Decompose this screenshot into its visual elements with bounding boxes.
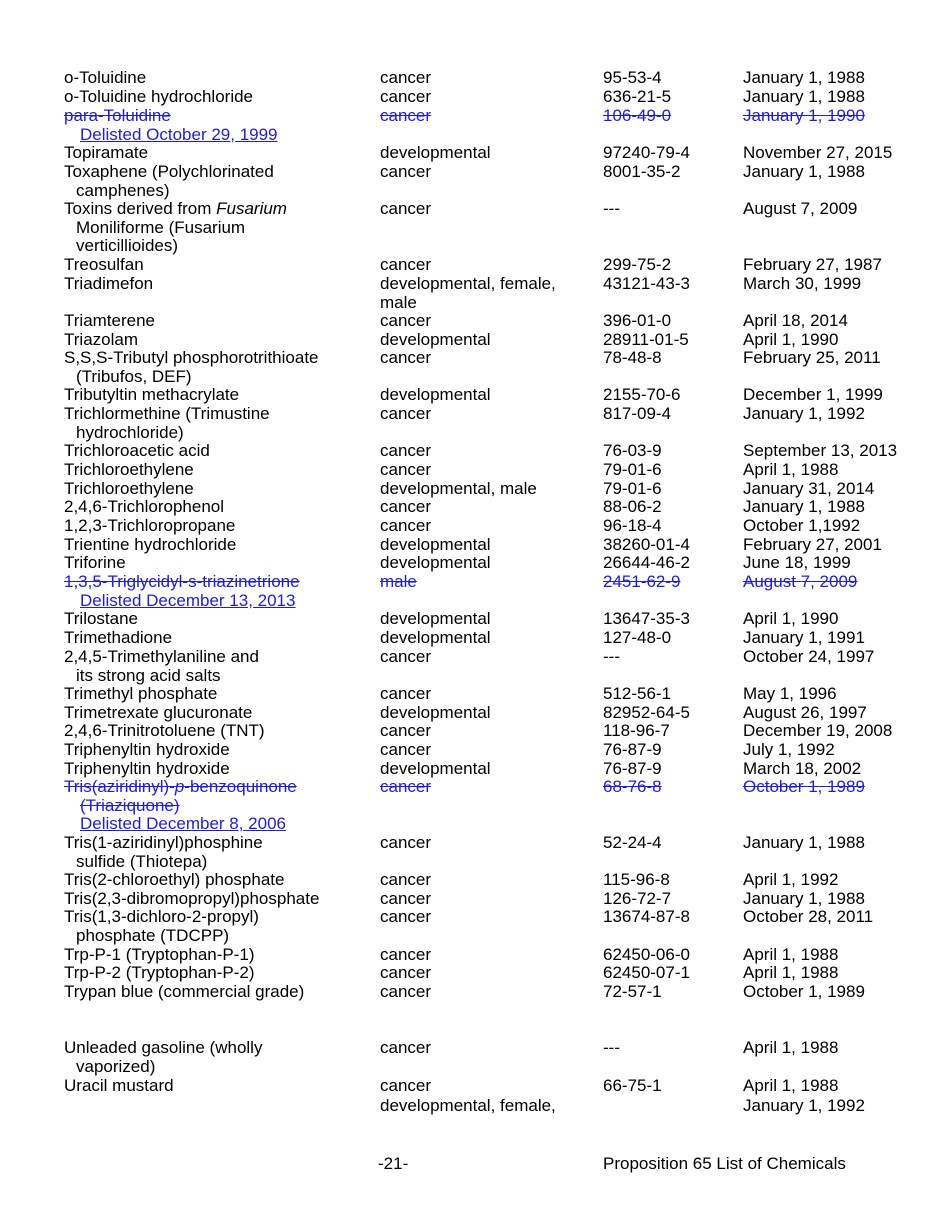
toxicity-type: cancer (380, 516, 432, 535)
date-listed: December 19, 2008 (743, 721, 893, 740)
toxicity-type: cancer (380, 199, 432, 218)
toxicity-type: cancer (380, 311, 432, 330)
cas-number: 817-09-4 (603, 404, 672, 423)
date-listed: January 1, 1990 (743, 106, 865, 125)
toxicity-type: cancer (380, 870, 432, 889)
chemical-name: Uracil mustard (64, 1076, 174, 1095)
cas-number: 115-96-8 (603, 870, 670, 889)
cas-number: 76-87-9 (603, 759, 662, 778)
cas-number: 26644-46-2 (603, 553, 690, 572)
toxicity-type: cancer (380, 441, 432, 460)
chemical-name: 2,4,5-Trimethylaniline and its strong acid salts (64, 647, 259, 685)
date-listed: February 27, 1987 (743, 255, 882, 274)
chemical-name: 2,4,6-Trinitrotoluene (TNT) (64, 721, 265, 740)
cas-number: 396-01-0 (603, 311, 672, 330)
chemical-name: Tris(aziridinyl)-p-benzoquinone (Triaziquone) (64, 777, 297, 815)
cas-number: 88-06-2 (603, 497, 662, 516)
date-listed: October 1, 1989 (743, 777, 865, 796)
date-listed: March 30, 1999 (743, 274, 862, 293)
chemical-name: Trichloroacetic acid (64, 441, 210, 460)
toxicity-type: cancer (380, 777, 432, 796)
toxicity-type: cancer (380, 963, 432, 982)
chemical-name: Unleaded gasoline (wholly vaporized) (64, 1038, 263, 1076)
date-listed: October 28, 2011 (743, 907, 874, 926)
chemical-name: Trichloroethylene (64, 460, 194, 479)
date-listed: June 18, 1999 (743, 553, 851, 572)
date-listed: January 1, 1992 (743, 404, 865, 423)
date-listed: January 1, 1988 (743, 833, 865, 852)
chemical-name: Triazolam (64, 330, 138, 349)
toxicity-type: cancer (380, 87, 432, 106)
toxicity-type: cancer (380, 945, 432, 964)
cas-number: 2451-62-9 (603, 572, 681, 591)
toxicity-type: cancer (380, 460, 432, 479)
cas-number: --- (603, 1038, 620, 1057)
toxicity-type: developmental (380, 553, 491, 572)
chemical-name: Treosulfan (64, 255, 144, 274)
date-listed: August 26, 1997 (743, 703, 867, 722)
cas-number: 106-49-0 (603, 106, 672, 125)
date-listed: October 1, 1989 (743, 982, 865, 1001)
chemical-name: Toxins derived from Fusarium Moniliforme (Fusarium verticillioides) (64, 199, 287, 256)
cas-number: 118-96-7 (603, 721, 670, 740)
date-listed: April 1, 1990 (743, 330, 839, 349)
cas-number: 96-18-4 (603, 516, 662, 535)
toxicity-type: cancer (380, 740, 432, 759)
date-listed: January 1, 1988 (743, 68, 865, 87)
toxicity-type: cancer (380, 833, 432, 852)
chemical-name: S,S,S-Tributyl phosphorotrithioate (Tribufos, DEF) (64, 348, 319, 386)
toxicity-type: developmental (380, 143, 491, 162)
chemical-name: Trp-P-1 (Tryptophan-P-1) (64, 945, 255, 964)
toxicity-type: cancer (380, 68, 432, 87)
cas-number: 97240-79-4 (603, 143, 690, 162)
toxicity-type: developmental (380, 330, 491, 349)
chemical-name: o-Toluidine (64, 68, 147, 87)
cas-number: 126-72-7 (603, 889, 672, 908)
chemical-name: Trimethadione (64, 628, 173, 647)
cas-number: 62450-06-0 (603, 945, 690, 964)
cas-number: 66-75-1 (603, 1076, 662, 1095)
cas-number: 68-76-8 (603, 777, 662, 796)
date-listed: January 1, 1991 (743, 628, 865, 647)
date-listed: April 1, 1990 (743, 609, 839, 628)
date-listed: August 7, 2009 (743, 572, 858, 591)
cas-number: 78-48-8 (603, 348, 662, 367)
cas-number: 52-24-4 (603, 833, 662, 852)
chemical-name: Tributyltin methacrylate (64, 385, 240, 404)
cas-number: --- (603, 647, 620, 666)
toxicity-type: developmental (380, 385, 491, 404)
chemical-name: Trichlormethine (Trimustine hydrochloride) (64, 404, 270, 442)
toxicity-type: developmental, female, (380, 1096, 556, 1115)
chemical-name: 1,2,3-Trichloropropane (64, 516, 236, 535)
chemical-name: Tris(1,3-dichloro-2-propyl) phosphate (TDCPP) (64, 907, 259, 945)
cas-number: 72-57-1 (603, 982, 662, 1001)
chemical-name: Trp-P-2 (Tryptophan-P-2) (64, 963, 255, 982)
date-listed: April 1, 1988 (743, 1076, 839, 1095)
toxicity-type: cancer (380, 889, 432, 908)
date-listed: October 1,1992 (743, 516, 861, 535)
date-listed: January 1, 1988 (743, 497, 865, 516)
date-listed: April 1, 1988 (743, 460, 839, 479)
toxicity-type: cancer (380, 162, 432, 181)
date-listed: September 13, 2013 (743, 441, 898, 460)
toxicity-type: cancer (380, 1038, 432, 1057)
date-listed: January 1, 1992 (743, 1096, 865, 1115)
toxicity-type: developmental (380, 535, 491, 554)
toxicity-type: developmental, male (380, 479, 537, 498)
date-listed: January 1, 1988 (743, 87, 865, 106)
chemical-name: Triphenyltin hydroxide (64, 740, 230, 759)
toxicity-type: developmental (380, 703, 491, 722)
toxicity-type: cancer (380, 106, 432, 125)
cas-number: 76-03-9 (603, 441, 662, 460)
date-listed: March 18, 2002 (743, 759, 862, 778)
chemical-name: Trientine hydrochloride (64, 535, 237, 554)
page-number: -21- (378, 1154, 409, 1173)
chemical-name: Triphenyltin hydroxide (64, 759, 230, 778)
cas-number: 2155-70-6 (603, 385, 681, 404)
date-listed: November 27, 2015 (743, 143, 893, 162)
toxicity-type: developmental (380, 628, 491, 647)
toxicity-type: developmental, female, male (380, 274, 556, 312)
toxicity-type: developmental (380, 759, 491, 778)
date-listed: January 1, 1988 (743, 889, 865, 908)
toxicity-type: cancer (380, 907, 432, 926)
date-listed: October 24, 1997 (743, 647, 875, 666)
delisted-note: Delisted December 8, 2006 (80, 814, 287, 834)
date-listed: December 1, 1999 (743, 385, 883, 404)
cas-number: 43121-43-3 (603, 274, 690, 293)
chemical-name: Topiramate (64, 143, 149, 162)
chemical-name: Toxaphene (Polychlorinated camphenes) (64, 162, 274, 200)
cas-number: 62450-07-1 (603, 963, 690, 982)
cas-number: 299-75-2 (603, 255, 672, 274)
cas-number: 79-01-6 (603, 479, 662, 498)
chemical-name: Trimethyl phosphate (64, 684, 218, 703)
toxicity-type: cancer (380, 1076, 432, 1095)
cas-number: 512-56-1 (603, 684, 672, 703)
chemical-name: o-Toluidine hydrochloride (64, 87, 254, 106)
cas-number: 95-53-4 (603, 68, 662, 87)
toxicity-type: cancer (380, 255, 432, 274)
cas-number: --- (603, 199, 620, 218)
toxicity-type: male (380, 572, 417, 591)
cas-number: 82952-64-5 (603, 703, 690, 722)
toxicity-type: cancer (380, 497, 432, 516)
document-title: Proposition 65 List of Chemicals (603, 1154, 846, 1173)
date-listed: January 31, 2014 (743, 479, 875, 498)
chemical-name: Triforine (64, 553, 126, 572)
cas-number: 127-48-0 (603, 628, 672, 647)
chemical-name: Trilostane (64, 609, 139, 628)
toxicity-type: developmental (380, 609, 491, 628)
date-listed: April 1, 1988 (743, 945, 839, 964)
chemical-name: Triamterene (64, 311, 156, 330)
cas-number: 13674-87-8 (603, 907, 690, 926)
date-listed: April 1, 1988 (743, 1038, 839, 1057)
chemical-name: 1,3,5-Triglycidyl-s-triazinetrione (64, 572, 300, 591)
delisted-note: Delisted October 29, 1999 (80, 124, 278, 144)
date-listed: May 1, 1996 (743, 684, 837, 703)
toxicity-type: cancer (380, 647, 432, 666)
toxicity-type: cancer (380, 684, 432, 703)
toxicity-type: cancer (380, 348, 432, 367)
date-listed: April 1, 1988 (743, 963, 839, 982)
date-listed: August 7, 2009 (743, 199, 858, 218)
date-listed: April 1, 1992 (743, 870, 839, 889)
cas-number: 28911-01-5 (603, 330, 689, 349)
chemical-name: 2,4,6-Trichlorophenol (64, 497, 225, 516)
toxicity-type: cancer (380, 721, 432, 740)
cas-number: 38260-01-4 (603, 535, 690, 554)
date-listed: February 25, 2011 (743, 348, 881, 367)
toxicity-type: cancer (380, 404, 432, 423)
chemical-name: Tris(2-chloroethyl) phosphate (64, 870, 285, 889)
date-listed: April 18, 2014 (743, 311, 848, 330)
cas-number: 79-01-6 (603, 460, 662, 479)
date-listed: July 1, 1992 (743, 740, 835, 759)
toxicity-type: cancer (380, 982, 432, 1001)
delisted-note: Delisted December 13, 2013 (80, 590, 296, 610)
cas-number: 13647-35-3 (603, 609, 690, 628)
chemical-name: Trichloroethylene (64, 479, 194, 498)
chemical-name: Trimetrexate glucuronate (64, 703, 253, 722)
date-listed: January 1, 1988 (743, 162, 865, 181)
cas-number: 76-87-9 (603, 740, 662, 759)
chemical-name: para-Toluidine (64, 106, 171, 125)
chemical-name: Tris(2,3-dibromopropyl)phosphate (64, 889, 320, 908)
chemical-name: Tris(1-aziridinyl)phosphine sulfide (Thiotepa) (64, 833, 263, 871)
cas-number: 636-21-5 (603, 87, 672, 106)
chemical-name: Triadimefon (64, 274, 154, 293)
cas-number: 8001-35-2 (603, 162, 681, 181)
chemical-name: Trypan blue (commercial grade) (64, 982, 305, 1001)
date-listed: February 27, 2001 (743, 535, 882, 554)
